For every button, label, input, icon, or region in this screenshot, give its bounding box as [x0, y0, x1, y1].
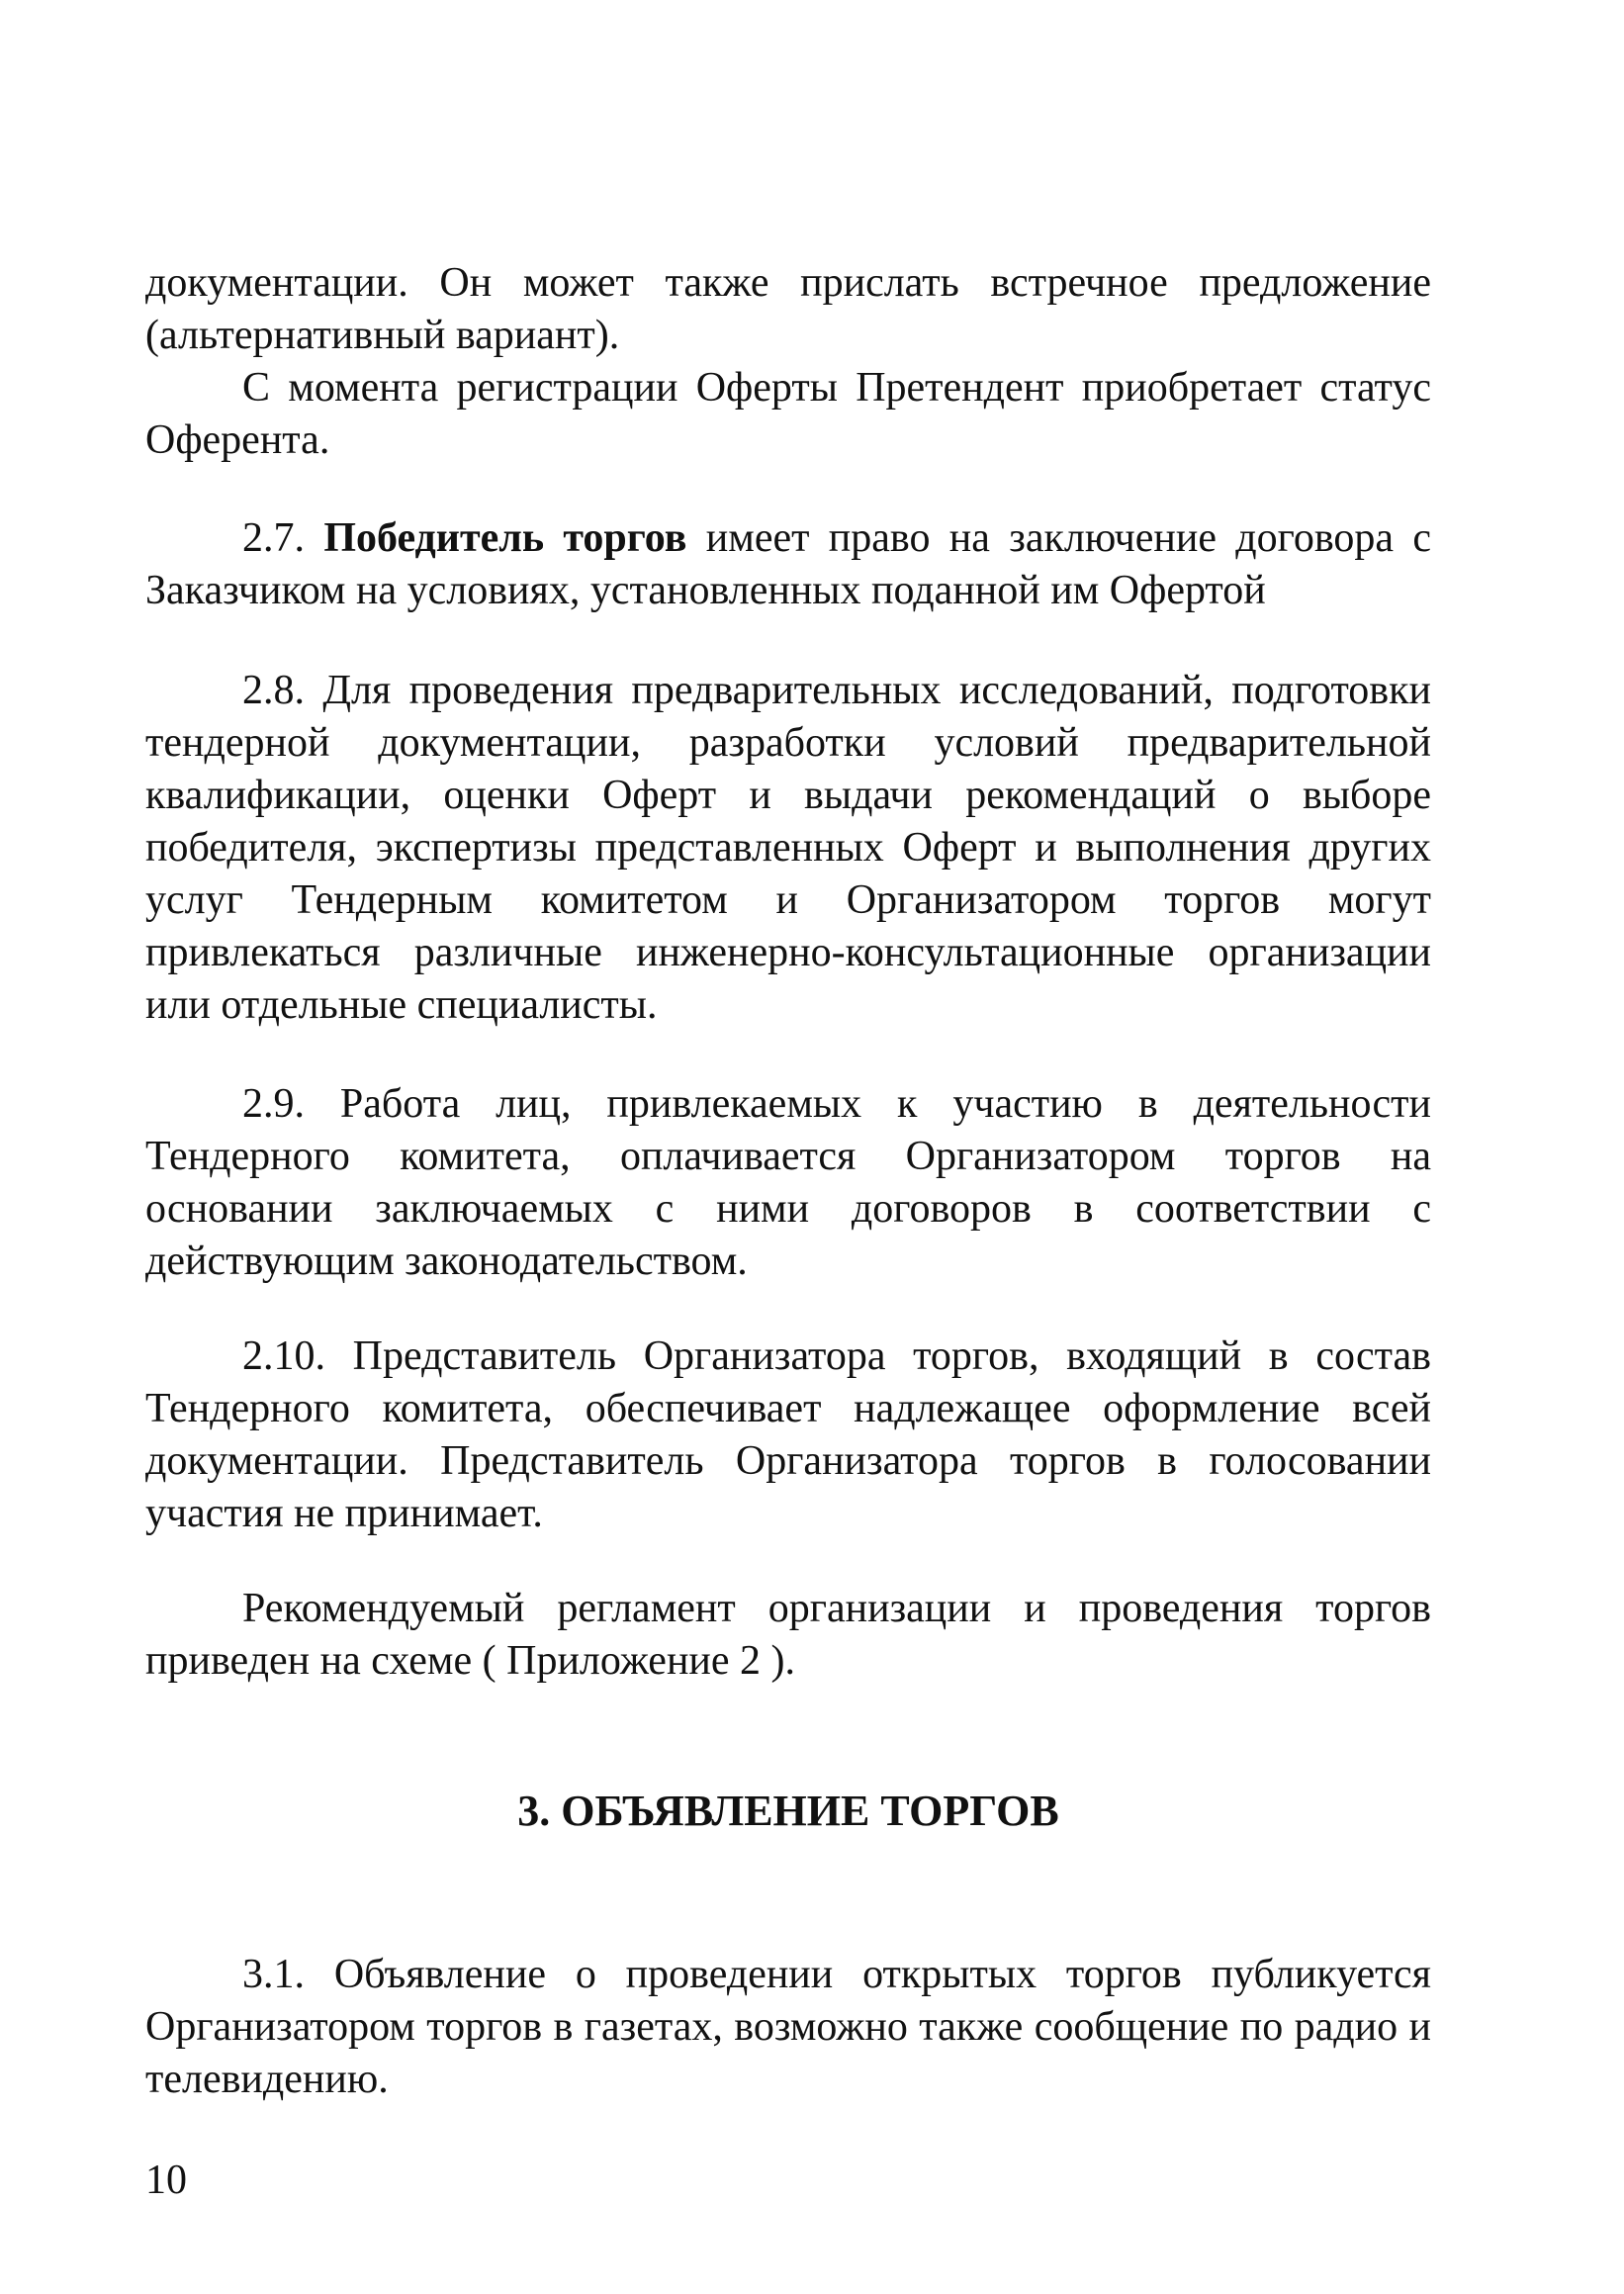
paragraph-2-8 [145, 665, 1431, 1032]
paragraph-text: 3.1. Объявление о проведении открытых торгов публикуется Организатором торгов в газетах, возможно также сообщение по радио и телевидению. [145, 1952, 1431, 2102]
clause-text: имеет право на заключение договора с Заказчиком на условиях, установленных поданной им Офертой [145, 515, 1431, 613]
paragraph-2-10 [145, 1331, 1431, 1540]
paragraph-continuation [145, 257, 1431, 467]
paragraph-text: 2.10. Представитель Организатора торгов, входящий в состав Тендерного комитета, обеспечивает надлежащее оформление всей документации. Представитель Организатора торгов в голосовании участия не принимает. [145, 1333, 1431, 1536]
paragraph-offer-registration: С момента регистрации Оферты Претендент приобретает статус Оферента. [145, 365, 1431, 463]
section-heading: 3. ОБЪЯВЛЕНИЕ ТОРГОВ [517, 1787, 1059, 1835]
paragraph-text: 2.8. Для проведения предварительных исследований, подготовки тендерной документации, разработки условий предварительной квалификации, оценки Оферт и выдачи рекомендаций о выборе победителя, экспертизы представленных Оферт и выполнения других услуг Тендерным комитетом и Организатором торгов могут привлекаться различные инженерно-консультационные организации или отдельные специалисты. [145, 668, 1431, 1028]
paragraph-text: документации. Он может также прислать встречное предложение (альтернативный вариант). [145, 260, 1431, 358]
bold-term: Победитель торгов [323, 515, 687, 561]
paragraph-text: Рекомендуемый регламент организации и проведения торгов приведен на схеме ( Приложение 2 ). [145, 1586, 1431, 1684]
paragraph-2-7 [145, 512, 1431, 617]
clause-number: 2.7. [242, 515, 305, 561]
paragraph-text: 2.9. Работа лиц, привлекаемых к участию в деятельности Тендерного комитета, оплачивается Организатором торгов на основании заключаемых с ними договоров в соответствии с действующим законодательством. [145, 1081, 1431, 1284]
paragraph-2-9 [145, 1078, 1431, 1288]
paragraph-regulation [145, 1583, 1431, 1688]
page-number: 10 [145, 2157, 187, 2203]
paragraph-3-1 [145, 1949, 1431, 2106]
